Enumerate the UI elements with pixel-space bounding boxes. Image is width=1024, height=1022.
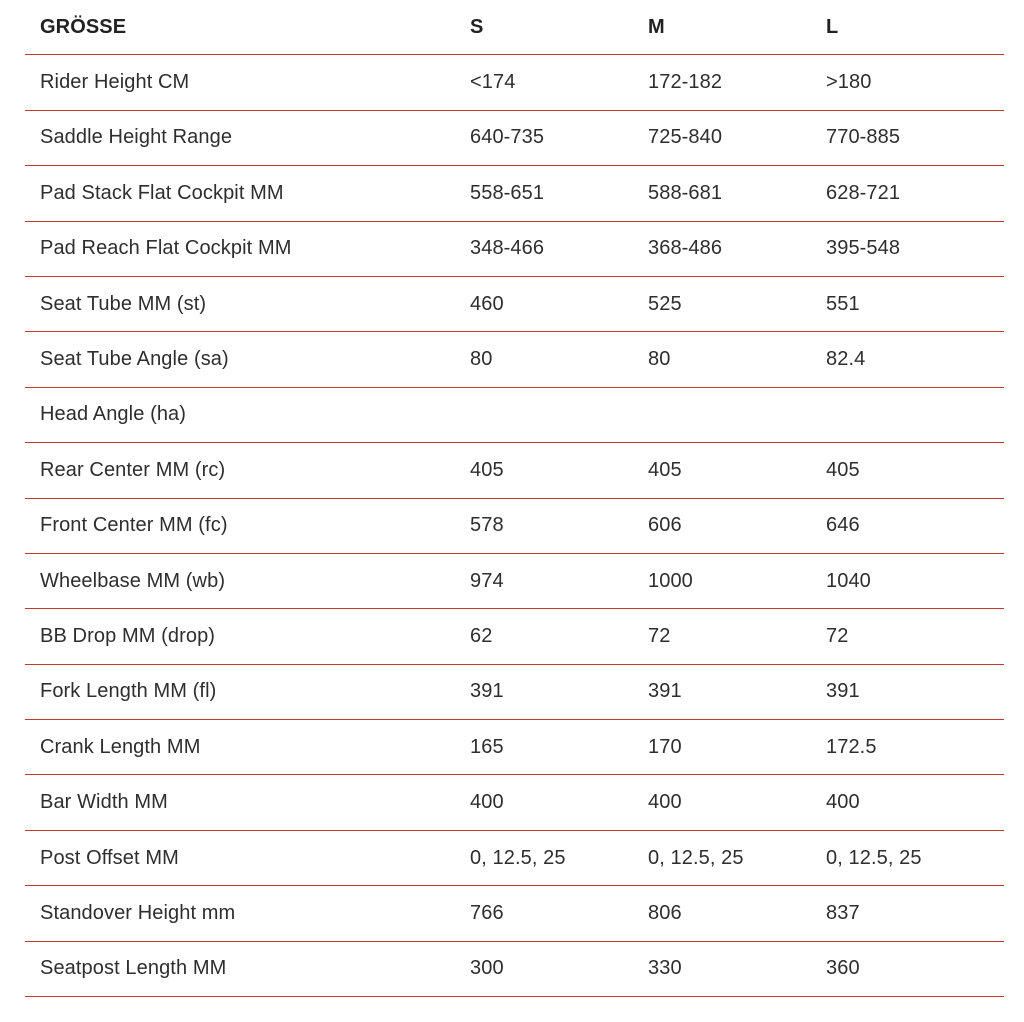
- cell-m: 525: [648, 276, 826, 331]
- row-label: Fork Length MM (fl): [25, 664, 470, 719]
- column-header-s: S: [470, 0, 648, 55]
- table-row: [25, 387, 1004, 442]
- row-label: BB Drop MM (drop): [25, 609, 470, 664]
- table-row: [25, 276, 1004, 331]
- row-label: Post Offset MM: [25, 830, 470, 885]
- cell-s: [470, 387, 648, 442]
- cell-m: 1000: [648, 553, 826, 608]
- header-row: [25, 0, 1004, 55]
- cell-s: 766: [470, 886, 648, 941]
- cell-s: 0, 12.5, 25: [470, 830, 648, 885]
- table-row: [25, 830, 1004, 885]
- cell-m: 170: [648, 720, 826, 775]
- cell-l: 405: [826, 443, 1004, 498]
- cell-l: 391: [826, 664, 1004, 719]
- table-row: [25, 775, 1004, 830]
- cell-m: 391: [648, 664, 826, 719]
- cell-l: 837: [826, 886, 1004, 941]
- column-header-m: M: [648, 0, 826, 55]
- table-row: [25, 166, 1004, 221]
- row-label: Saddle Height Range: [25, 110, 470, 165]
- cell-m: 0, 12.5, 25: [648, 830, 826, 885]
- cell-l: 770-885: [826, 110, 1004, 165]
- cell-m: 806: [648, 886, 826, 941]
- cell-s: 558-651: [470, 166, 648, 221]
- cell-s: 300: [470, 941, 648, 996]
- table-row: [25, 609, 1004, 664]
- cell-l: 72: [826, 609, 1004, 664]
- table-row: [25, 886, 1004, 941]
- cell-s: 165: [470, 720, 648, 775]
- cell-s: 640-735: [470, 110, 648, 165]
- row-label: Seat Tube MM (st): [25, 276, 470, 331]
- table-row: [25, 941, 1004, 996]
- size-table: [25, 0, 1004, 997]
- table-row: [25, 332, 1004, 387]
- cell-l: >180: [826, 55, 1004, 110]
- cell-s: 391: [470, 664, 648, 719]
- cell-l: 628-721: [826, 166, 1004, 221]
- table-row: [25, 55, 1004, 110]
- row-label: Rider Height CM: [25, 55, 470, 110]
- cell-l: 395-548: [826, 221, 1004, 276]
- cell-l: 82.4: [826, 332, 1004, 387]
- table-row: [25, 498, 1004, 553]
- row-label: Front Center MM (fc): [25, 498, 470, 553]
- cell-m: 72: [648, 609, 826, 664]
- cell-l: 360: [826, 941, 1004, 996]
- cell-l: [826, 387, 1004, 442]
- cell-s: 974: [470, 553, 648, 608]
- cell-l: 551: [826, 276, 1004, 331]
- cell-m: 330: [648, 941, 826, 996]
- row-label: Pad Reach Flat Cockpit MM: [25, 221, 470, 276]
- cell-m: 588-681: [648, 166, 826, 221]
- cell-m: 400: [648, 775, 826, 830]
- cell-m: [648, 387, 826, 442]
- row-label: Bar Width MM: [25, 775, 470, 830]
- cell-s: 405: [470, 443, 648, 498]
- cell-s: 578: [470, 498, 648, 553]
- row-label: Head Angle (ha): [25, 387, 470, 442]
- table-body: [25, 55, 1004, 997]
- cell-s: 400: [470, 775, 648, 830]
- column-header-groesse: GRÖSSE: [25, 0, 470, 55]
- row-label: Standover Height mm: [25, 886, 470, 941]
- cell-s: 460: [470, 276, 648, 331]
- cell-l: 172.5: [826, 720, 1004, 775]
- cell-s: 348-466: [470, 221, 648, 276]
- table-row: [25, 664, 1004, 719]
- cell-l: 1040: [826, 553, 1004, 608]
- row-label: Wheelbase MM (wb): [25, 553, 470, 608]
- table-row: [25, 443, 1004, 498]
- row-label: Pad Stack Flat Cockpit MM: [25, 166, 470, 221]
- cell-m: 405: [648, 443, 826, 498]
- row-label: Seatpost Length MM: [25, 941, 470, 996]
- table-row: [25, 553, 1004, 608]
- row-label: Crank Length MM: [25, 720, 470, 775]
- row-label: Rear Center MM (rc): [25, 443, 470, 498]
- cell-m: 80: [648, 332, 826, 387]
- cell-m: 172-182: [648, 55, 826, 110]
- cell-m: 725-840: [648, 110, 826, 165]
- column-header-l: L: [826, 0, 1004, 55]
- cell-m: 606: [648, 498, 826, 553]
- table-row: [25, 720, 1004, 775]
- cell-l: 0, 12.5, 25: [826, 830, 1004, 885]
- cell-s: <174: [470, 55, 648, 110]
- cell-m: 368-486: [648, 221, 826, 276]
- table-row: [25, 221, 1004, 276]
- cell-l: 646: [826, 498, 1004, 553]
- table-row: [25, 110, 1004, 165]
- row-label: Seat Tube Angle (sa): [25, 332, 470, 387]
- cell-s: 62: [470, 609, 648, 664]
- cell-l: 400: [826, 775, 1004, 830]
- cell-s: 80: [470, 332, 648, 387]
